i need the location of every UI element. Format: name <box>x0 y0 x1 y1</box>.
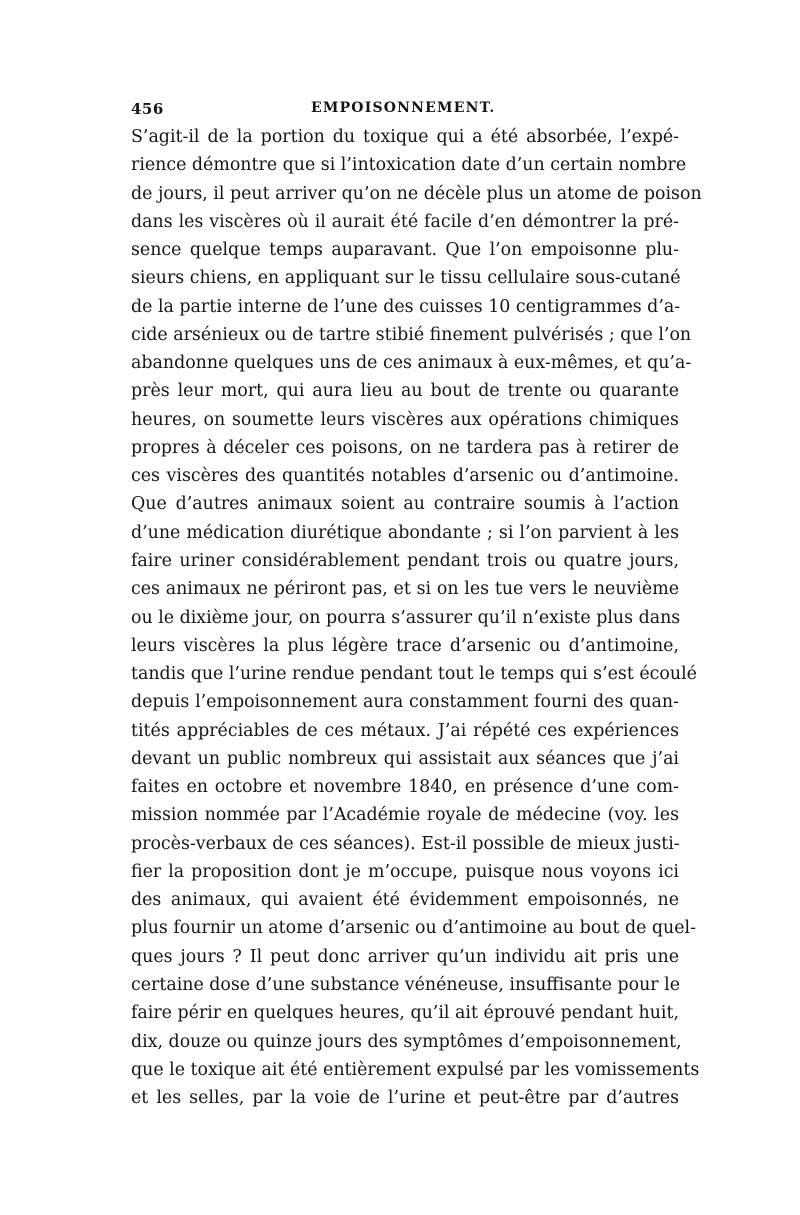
text-line: dix, douze ou quinze jours des symptômes d’empoisonnement, <box>131 1031 682 1052</box>
text-line: ou le dixième jour, on pourra s’assurer qu’il n’existe plus dans <box>131 607 681 628</box>
text-line: près leur mort, qui aura lieu au bout de trente ou quarante <box>131 381 679 402</box>
text-line: fier la proposition dont je m’occupe, puisque nous voyons ici <box>131 861 679 882</box>
text-line: plus fournir un atome d’arsenic ou d’antimoine au bout de quel- <box>131 918 696 939</box>
text-line: faire périr en quelques heures, qu’il ait éprouvé pendant huit, <box>131 1003 679 1024</box>
running-head <box>131 100 679 122</box>
text-line-with-italic: des animaux, qui avaient été évidemment empoisonnés, ne <box>131 890 679 911</box>
text-line: que le toxique ait été entièrement expulsé par les vomissements <box>131 1059 700 1080</box>
text-line: mission nommée par l’Académie royale de médecine (voy. les <box>131 805 679 826</box>
text-line: dans les viscères où il aurait été facile d’en démontrer la pré- <box>131 211 679 232</box>
text-line: tandis que l’urine rendue pendant tout le temps qui s’est écoulé <box>131 664 697 685</box>
text-line: abandonne quelques uns de ces animaux à eux-mêmes, et qu’a- <box>131 353 692 374</box>
text-line: d’une médication diurétique abondante ; si l’on parvient à les <box>131 522 679 543</box>
text-line: et les selles, par la voie de l’urine et peut-être par d’autres <box>131 1088 679 1109</box>
text-line: tités appréciables de ces métaux. J’ai répété ces expériences <box>131 720 679 741</box>
text-line: de jours, il peut arriver qu’on ne décèle plus un atome de poison <box>131 183 702 204</box>
text-line: heures, on soumette leurs viscères aux opérations chimiques <box>131 409 679 430</box>
text-line: de la partie interne de l’une des cuisses 10 centigrammes d’a- <box>131 296 681 317</box>
text-line: faites en octobre et novembre 1840, en présence d’une com- <box>131 777 679 798</box>
text-line: rience démontre que si l’intoxication date d’un certain nombre <box>131 155 687 176</box>
text-line: procès-verbaux de ces séances). Est-il possible de mieux justi- <box>131 833 680 854</box>
text-line: certaine dose d’une substance vénéneuse, insuffisante pour le <box>131 974 680 995</box>
page-number: 456 <box>131 100 164 118</box>
text-line: ces animaux ne périront pas, et si on les tue vers le neuvième <box>131 579 679 600</box>
text-line: S’agit-il de la portion du toxique qui a été absorbée, l’expé- <box>131 127 679 147</box>
text-line: propres à déceler ces poisons, on ne tardera pas à retirer de <box>131 437 679 458</box>
text-line: devant un public nombreux qui assistait aux séances que j’ai <box>131 748 679 769</box>
text-line: ces viscères des quantités notables d’arsenic ou d’antimoine. <box>131 466 679 487</box>
text-line: depuis l’empoisonnement aura constamment fourni des quan- <box>131 692 679 713</box>
text-line: ques jours ? Il peut donc arriver qu’un individu ait pris une <box>131 946 679 967</box>
chapter-title: EMPOISONNEMENT. <box>311 100 496 116</box>
text-line: sence quelque temps auparavant. Que l’on empoisonne plu- <box>131 240 679 261</box>
text-line: Que d’autres animaux soient au contraire soumis à l’action <box>131 494 679 515</box>
body-text <box>131 123 702 1112</box>
text-line: faire uriner considérablement pendant trois ou quatre jours, <box>131 550 679 571</box>
text-line: cide arsénieux ou de tartre stibié finement pulvérisés ; que l’on <box>131 324 692 345</box>
text-line: leurs viscères la plus légère trace d’arsenic ou d’antimoine, <box>131 635 679 656</box>
text-line: sieurs chiens, en appliquant sur le tissu cellulaire sous-cutané <box>131 268 681 289</box>
